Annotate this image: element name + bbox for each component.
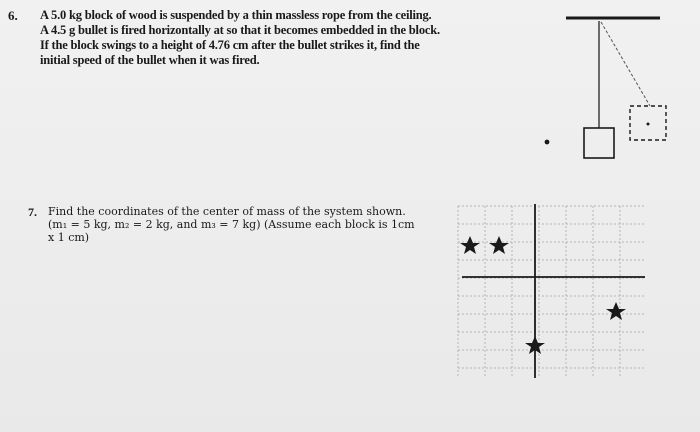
problem-6-line: initial speed of the bullet when it was fired. (40, 53, 260, 67)
problem-7-line: x 1 cm) (48, 231, 90, 244)
problem-6-line: A 5.0 kg block of wood is suspended by a thin massless rope from the ceiling. (40, 8, 432, 22)
problem-6-line: A 4.5 g bullet is fired horizontally at so that it becomes embedded in the block. (40, 23, 440, 37)
mass-marker-star-icon (489, 236, 509, 254)
grid-lines (458, 206, 646, 378)
mass-marker-star-icon (606, 302, 626, 320)
problem-7-number: 7. (28, 205, 37, 219)
problem-7-line: (m₁ = 5 kg, m₂ = 2 kg, and m₃ = 7 kg) (Assume each block is 1cm (48, 218, 415, 231)
problem-6-number: 6. (8, 8, 18, 23)
problem-7-line: Find the coordinates of the center of mass of the system shown. (48, 205, 406, 218)
problem-6-line: If the block swings to a height of 4.76 cm after the bullet strikes it, find the (40, 38, 420, 52)
mass-marker-star-icon (460, 236, 480, 254)
